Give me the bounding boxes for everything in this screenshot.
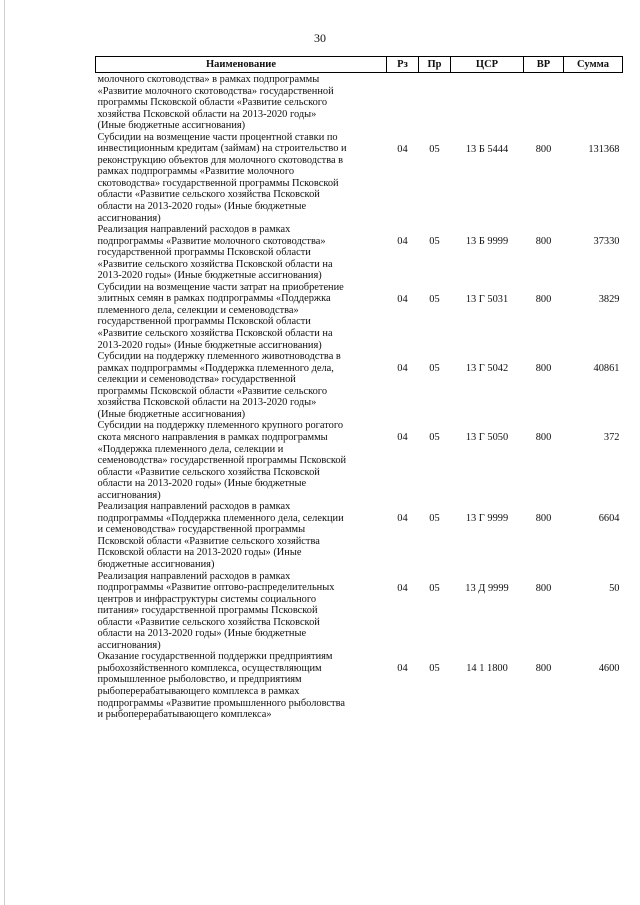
row-pr: 05	[429, 236, 440, 248]
row-name-cell	[96, 571, 387, 652]
row-sum: 131368	[588, 143, 620, 155]
page-number: 30	[314, 31, 326, 45]
row-csr: 13 Б 5444	[465, 143, 509, 155]
row-vr: 800	[535, 513, 552, 525]
header-sum: Сумма	[564, 57, 623, 73]
row-sum: 6604	[598, 513, 620, 525]
row-pr: 05	[429, 363, 440, 375]
row-pr: 05	[429, 582, 440, 594]
continuation-text: молочного скотоводства» в рамках подпрограммы «Развитие молочного скотоводства» государственной программы Псковской области «Развитие сельского хозяйства Псковской области на 2013-2020 годы» (Иные бюджетные ассигнования)	[97, 74, 334, 132]
row-csr: 13 Г 5031	[465, 293, 509, 305]
row-vr: 800	[535, 363, 552, 375]
row-csr: 13 Г 5042	[465, 363, 509, 375]
row-sum: 40861	[593, 363, 620, 375]
row-name-cell	[96, 420, 387, 501]
header-rz: Рз	[387, 57, 419, 73]
header-row	[96, 57, 623, 73]
row-name: Реализация направлений расходов в рамках подпрограммы «Поддержка племенного дела, селекции и семеноводства» государственной программы Псковской области «Развитие сельского хозяйства Псковской области на 2013-2020 годы» (Иные бюджетные ассигнования)	[97, 501, 344, 570]
row-sum: 50	[609, 582, 620, 594]
table-row	[96, 420, 623, 501]
row-name: Оказание государственной поддержки предприятиям рыбохозяйственного комплекса, осуществляющим промышленное рыболовство, и предприятиям рыбоперерабатывающего комплекса в рамках подпрограммы «Развитие промышленного рыболовства и рыбоперерабатывающего комплекса»	[97, 651, 345, 721]
row-rz: 04	[397, 293, 408, 305]
row-rz: 04	[397, 363, 408, 375]
row-name: Реализация направлений расходов в рамках подпрограммы «Развитие оптово-распределительных центров и инфраструктуры системы социального питания» государственной программы Псковской области «Развитие сельского хозяйства Псковской области на 2013-2020 годы» (Иные бюджетные ассигнования)	[97, 570, 335, 651]
row-rz: 04	[397, 236, 408, 248]
table-row	[96, 351, 623, 420]
table-row	[96, 571, 623, 652]
header-vr: ВР	[524, 57, 564, 73]
row-pr: 05	[429, 432, 440, 444]
table-row	[96, 651, 623, 720]
row-vr: 800	[535, 236, 552, 248]
table-row	[96, 501, 623, 570]
row-rz: 04	[397, 582, 408, 594]
row-sum: 37330	[593, 236, 620, 248]
row-name: Субсидии на возмещение части затрат на приобретение элитных семян в рамках подпрограммы «Поддержка племенного дела, селекции и семеноводства» государственной программы Псковской области «Развитие сельского хозяйства Псковской области на 2013-2020 годы» (Иные бюджетные ассигнования)	[97, 281, 344, 351]
row-csr: 13 Г 9999	[465, 513, 509, 525]
row-vr: 800	[535, 663, 552, 675]
row-sum: 4600	[598, 663, 620, 675]
row-name-cell	[96, 651, 387, 720]
row-name-cell	[96, 351, 387, 420]
row-pr: 05	[429, 513, 440, 525]
table-row	[96, 282, 623, 351]
header-name: Наименование	[96, 57, 387, 73]
row-vr: 800	[535, 432, 552, 444]
row-csr: 13 Б 9999	[465, 236, 509, 248]
row-pr: 05	[429, 663, 440, 675]
row-name: Субсидии на возмещение части процентной ставки по инвестиционным кредитам (займам) на строительство и реконструкцию объектов для молочного скотоводства в рамках подпрограммы «Развитие молочного скотоводства» государственной программы Псковской области «Развитие сельского хозяйства Псковской области на 2013-2020 годы» (Иные бюджетные ассигнования)	[97, 131, 347, 224]
scan-edge	[4, 0, 5, 905]
row-sum: 372	[603, 432, 620, 444]
continuation-row	[96, 73, 623, 132]
row-vr: 800	[535, 582, 552, 594]
header-pr: Пр	[419, 57, 451, 73]
row-rz: 04	[397, 513, 408, 525]
row-vr: 800	[535, 293, 552, 305]
row-rz: 04	[397, 663, 408, 675]
row-name-cell	[96, 132, 387, 224]
row-name-cell	[96, 224, 387, 282]
continuation-cell	[96, 73, 623, 132]
row-vr: 800	[535, 143, 552, 155]
budget-table	[95, 56, 623, 721]
row-name: Реализация направлений расходов в рамках подпрограммы «Развитие молочного скотоводства» государственной программы Псковской области «Развитие сельского хозяйства Псковской области на 2013-2020 годы» (Иные бюджетные ассигнования)	[97, 224, 333, 282]
table-row	[96, 224, 623, 282]
row-rz: 04	[397, 432, 408, 444]
table-row	[96, 132, 623, 224]
row-pr: 05	[429, 143, 440, 155]
row-name: Субсидии на поддержку племенного крупного рогатого скота мясного направления в рамках подпрограммы «Поддержка племенного дела, селекции и семеноводства» государственной программы Псковской области «Развитие сельского хозяйства Псковской области на 2013-2020 годы» (Иные бюджетные ассигнования)	[97, 420, 347, 501]
row-name-cell	[96, 282, 387, 351]
row-csr: 14 1 1800	[466, 663, 508, 675]
row-sum: 3829	[598, 293, 620, 305]
row-name: Субсидии на поддержку племенного животноводства в рамках подпрограммы «Поддержка племенного дела, селекции и семеноводства» государственной программы Псковской области «Развитие сельского хозяйства Псковской области на 2013-2020 годы» (Иные бюджетные ассигнования)	[97, 351, 341, 420]
header-csr: ЦСР	[451, 57, 524, 73]
row-csr: 13 Г 5050	[465, 432, 509, 444]
row-csr: 13 Д 9999	[465, 582, 509, 594]
row-rz: 04	[397, 143, 408, 155]
row-pr: 05	[429, 293, 440, 305]
table-body	[96, 73, 623, 721]
table-header	[96, 57, 623, 73]
row-name-cell	[96, 501, 387, 570]
